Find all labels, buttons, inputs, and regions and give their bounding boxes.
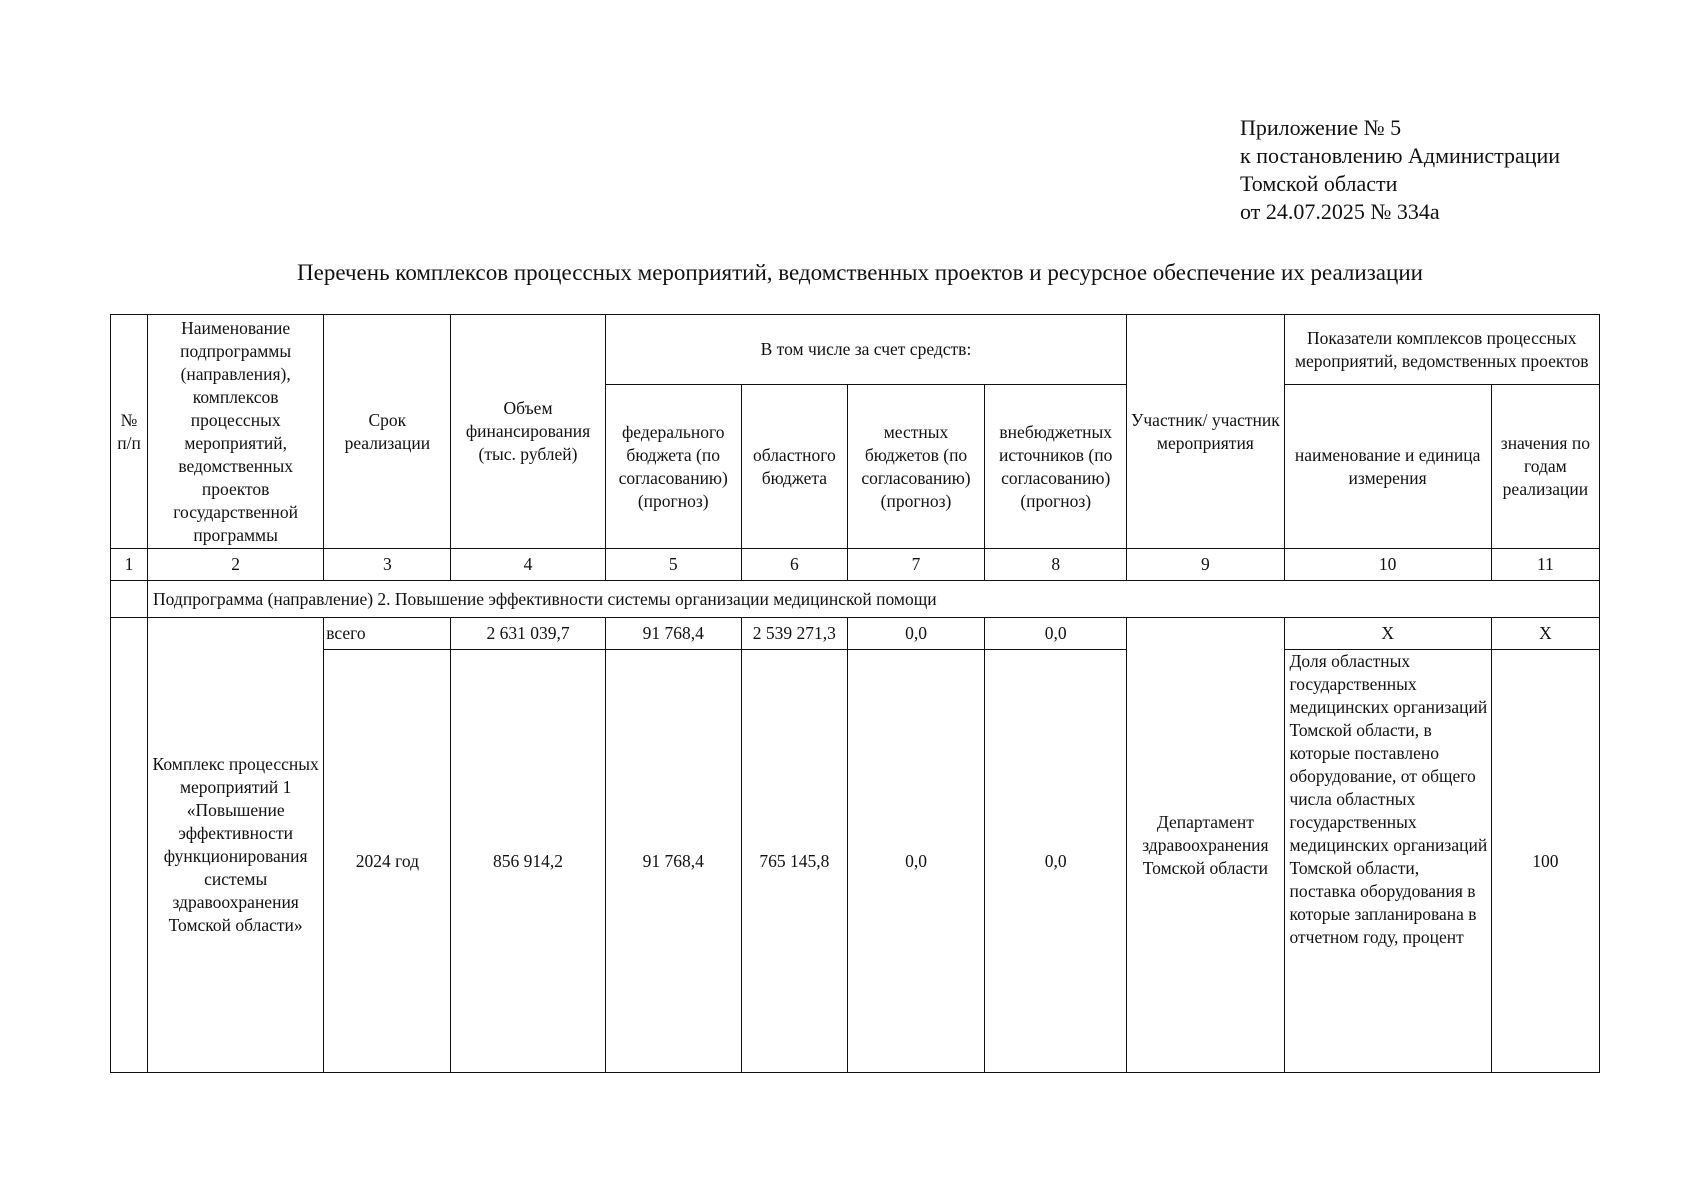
total-extra: 0,0 (985, 618, 1127, 650)
table-row (111, 650, 1600, 1073)
col-number: 9 (1127, 549, 1284, 581)
col-number: 4 (451, 549, 605, 581)
appendix-line-3: Томской области (1240, 171, 1398, 196)
col-number: 2 (148, 549, 324, 581)
total-volume: 2 631 039,7 (451, 618, 605, 650)
header-indicator-values: значения по годам реализации (1491, 385, 1599, 549)
col-number: 3 (324, 549, 451, 581)
header-including: В том числе за счет средств: (605, 315, 1127, 385)
year-volume: 856 914,2 (451, 650, 605, 1073)
total-local: 0,0 (847, 618, 984, 650)
header-indicator-name: наименование и единица измерения (1284, 385, 1491, 549)
col-number: 1 (111, 549, 148, 581)
year-extra: 0,0 (985, 650, 1127, 1073)
header-extra: внебюджетных источников (по согласованию) (прогноз) (985, 385, 1127, 549)
complex-num-cell (111, 618, 148, 1073)
total-term: всего (324, 618, 451, 650)
year-indicator-value: 100 (1491, 650, 1599, 1073)
appendix-note (1240, 114, 1560, 226)
year-regional: 765 145,8 (741, 650, 847, 1073)
col-number: 8 (985, 549, 1127, 581)
col-number: 7 (847, 549, 984, 581)
col-number: 6 (741, 549, 847, 581)
document-title: Перечень комплексов процессных мероприятий, ведомственных проектов и ресурсное обеспечение их реализации (297, 260, 1423, 285)
complex-participant: Департамент здравоохранения Томской области (1127, 618, 1284, 1073)
year-local: 0,0 (847, 650, 984, 1073)
complex-name: Комплекс процессных мероприятий 1 «Повышение эффективности функционирования системы здравоохранения Томской области» (148, 618, 324, 1073)
header-indicators: Показатели комплексов процессных мероприятий, ведомственных проектов (1284, 315, 1600, 385)
header-row-1 (111, 315, 1600, 385)
column-numbers-row (111, 549, 1600, 581)
total-indicator-name: Х (1284, 618, 1491, 650)
header-participant: Участник/ участник мероприятия (1127, 315, 1284, 549)
header-name: Наименование подпрограммы (направления), комплексов процессных мероприятий, ведомственных проектов государственной программы (148, 315, 324, 549)
header-regional: областного бюджета (741, 385, 847, 549)
financing-table (110, 314, 1600, 1073)
header-federal: федерального бюджета (по согласованию) (прогноз) (605, 385, 741, 549)
col-number: 11 (1491, 549, 1599, 581)
subprogram-num-cell (111, 581, 148, 618)
total-regional: 2 539 271,3 (741, 618, 847, 650)
subprogram-title: Подпрограмма (направление) 2. Повышение эффективности системы организации медицинской помощи (148, 581, 1600, 618)
col-number: 5 (605, 549, 741, 581)
indicator-name: Доля областных государственных медицинских организаций Томской области, в которые поставлено оборудование, от общего числа областных государственных медицинских организаций Томской области, поставка оборудования в которые запланирована в отчетном году, процент (1284, 650, 1491, 1073)
header-local: местных бюджетов (по согласованию) (прогноз) (847, 385, 984, 549)
table-row (111, 618, 1600, 650)
header-volume: Объем финансирования (тыс. рублей) (451, 315, 605, 549)
year-term: 2024 год (324, 650, 451, 1073)
total-federal: 91 768,4 (605, 618, 741, 650)
year-federal: 91 768,4 (605, 650, 741, 1073)
col-number: 10 (1284, 549, 1491, 581)
appendix-line-1: Приложение № 5 (1240, 115, 1402, 140)
subprogram-row (111, 581, 1600, 618)
appendix-line-2: к постановлению Администрации (1240, 143, 1561, 168)
appendix-line-4: от 24.07.2025 № 334а (1240, 199, 1440, 224)
header-num: № п/п (111, 315, 148, 549)
total-indicator-value: Х (1491, 618, 1599, 650)
header-term: Срок реализации (324, 315, 451, 549)
